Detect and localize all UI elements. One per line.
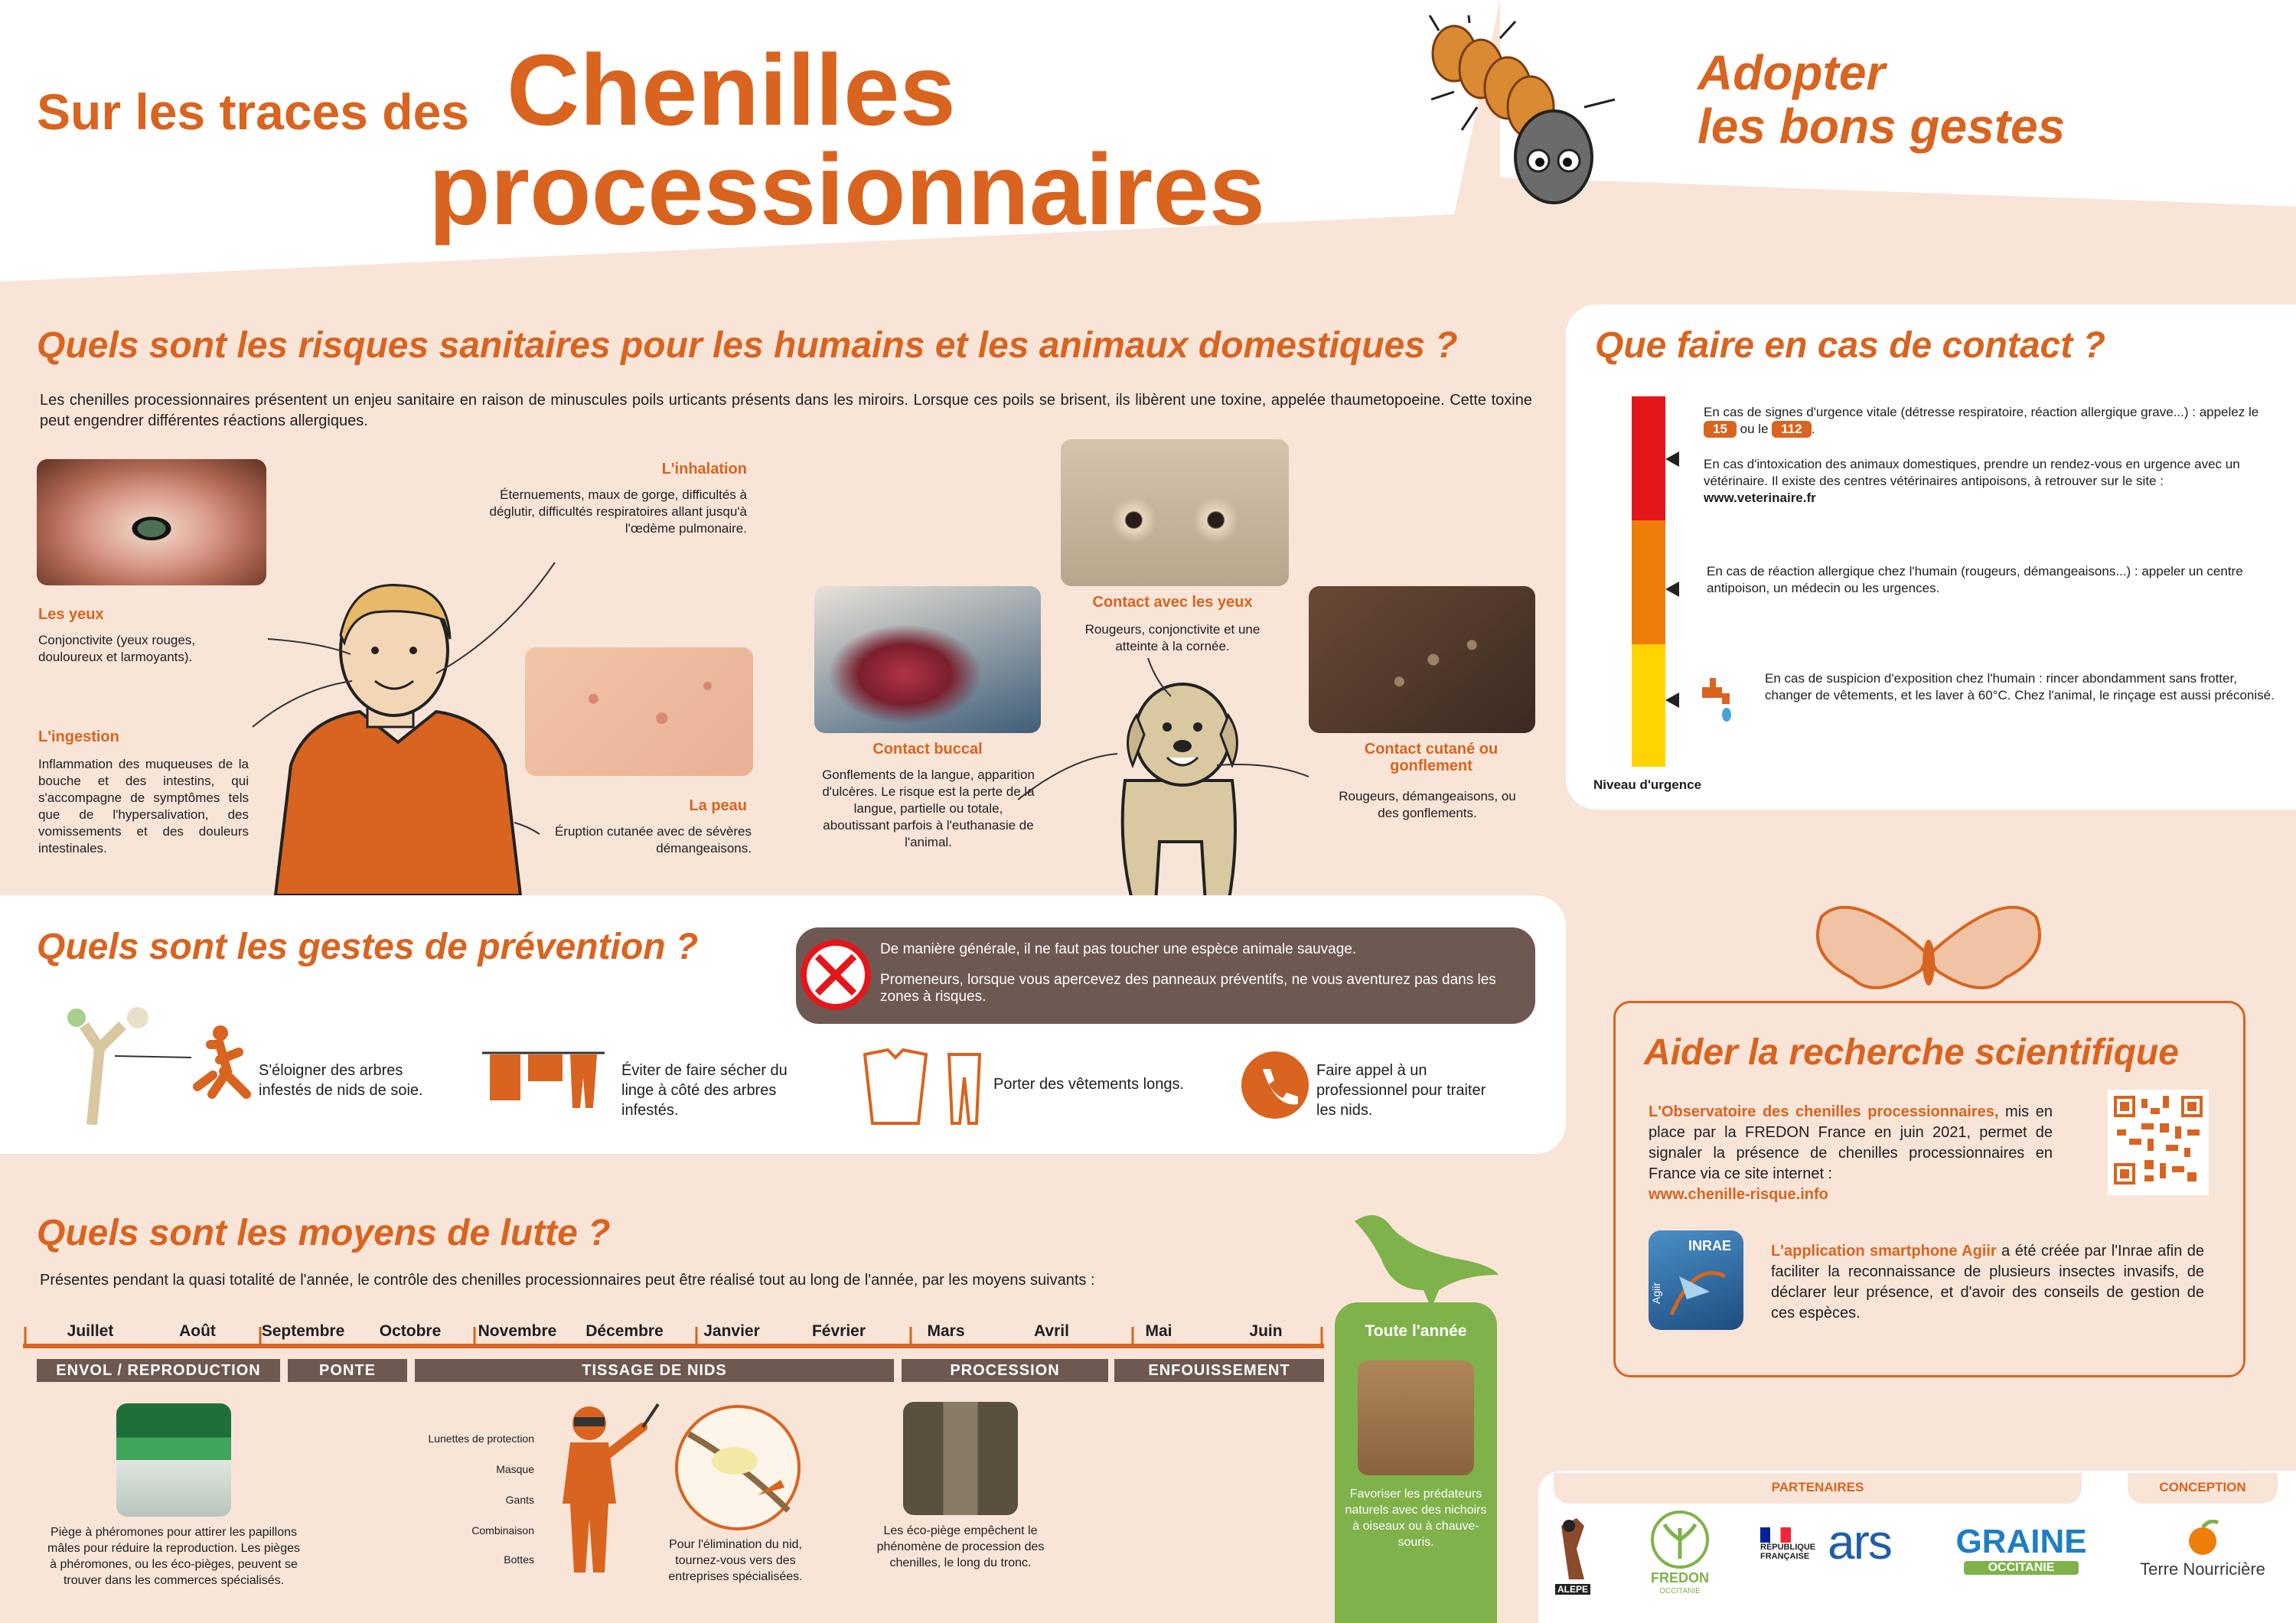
republique-logo xyxy=(1760,1527,1821,1589)
faucet-icon xyxy=(1699,670,1737,724)
subtitle-line-1: Adopter xyxy=(1698,45,1886,100)
ingestion-title: L'ingestion xyxy=(38,728,119,745)
red-text-1: En cas de signes d'urgence vitale (détresse respiratoire, réaction allergique grave...) : appelez le 15 ou le 112 . xyxy=(1704,405,2259,436)
qr-code[interactable] xyxy=(2108,1090,2209,1195)
eye-photo xyxy=(37,459,266,585)
alepe-logo xyxy=(1546,1511,1603,1596)
caterpillar-illustration xyxy=(1424,15,1623,207)
gear-glasses: Lunettes de protection xyxy=(428,1432,534,1445)
nest-text: Pour l'élimination du nid, tournez-vous vers des entreprises spécialisées. xyxy=(668,1538,803,1583)
worker-illustration xyxy=(528,1400,666,1576)
observatory-body: mis en place par la FREDON France en juin 2021, permet de signaler la présence de chenilles processionnaires en France via ce site internet : xyxy=(1649,1103,2053,1182)
month-label: Janvier xyxy=(703,1322,760,1340)
month-label: Mars xyxy=(927,1322,965,1340)
terre-nourriciere-logo xyxy=(2128,1520,2278,1581)
conception-label: CONCEPTION xyxy=(2159,1480,2246,1494)
lutte-heading: Quels sont les moyens de lutte ? xyxy=(37,1213,611,1253)
dog-eyes-title: Contact avec les yeux xyxy=(1092,594,1253,611)
research-heading: Aider la recherche scientifique xyxy=(1644,1032,2179,1073)
agiir-logo-brand: INRAE xyxy=(1688,1238,1732,1253)
dog-eyes-photo xyxy=(1061,439,1289,586)
pheromone-trap-photo xyxy=(116,1403,231,1517)
month-label: Avril xyxy=(1034,1322,1069,1340)
agiir-body: a été créée par l'Inrae afin de faciliter la reconnaissance de plusieurs insectes invasifs, de déclarer leur présence, et d'avoir des conseils de gestion de ces espèces. xyxy=(1771,1243,2204,1322)
month-label: Mai xyxy=(1145,1322,1172,1340)
tip-1-text: S'éloigner des arbres infestés de nids de soie. xyxy=(259,1062,423,1099)
emergency-number-112: 112 xyxy=(1772,421,1811,438)
inhalation-text: Éternuements, maux de gorge, difficultés à déglutir, difficultés respiratoires allant jusqu'à l'œdème pulmonaire. xyxy=(489,487,747,536)
agiir-app-logo[interactable] xyxy=(1649,1230,1743,1330)
month-label: Septembre xyxy=(261,1322,345,1340)
urgency-bar-yellow xyxy=(1632,644,1665,767)
phase-tissage: TISSAGE DE NIDS xyxy=(415,1359,894,1382)
inhalation-title: L'inhalation xyxy=(661,461,747,477)
observatory-site[interactable]: www.chenille-risque.info xyxy=(1649,1186,1828,1203)
all-year-label: Toute l'année xyxy=(1365,1322,1467,1340)
month-label: Novembre xyxy=(478,1322,557,1340)
graine-text: GRAINE xyxy=(1955,1523,2087,1560)
prevention-heading: Quels sont les gestes de prévention ? xyxy=(37,927,699,967)
predator-text: Favoriser les prédateurs naturels avec des nichoirs à oiseaux ou à chauve-souris. xyxy=(1345,1488,1487,1549)
tip-3-text: Porter des vêtements longs. xyxy=(993,1076,1185,1093)
contact-heading: Que faire en cas de contact ? xyxy=(1595,325,2105,366)
phase-procession: PROCESSION xyxy=(902,1359,1108,1382)
phase-ponte: PONTE xyxy=(288,1359,407,1382)
skin-photo xyxy=(525,647,753,776)
alepe-text: ALEPE xyxy=(1555,1584,1590,1595)
agiir-text xyxy=(1771,1241,2204,1324)
title-big-1: Chenilles xyxy=(507,34,956,146)
flag-icon xyxy=(1760,1527,1791,1543)
horse-photo xyxy=(1309,586,1535,733)
title-big-2: processionnaires xyxy=(429,133,1266,246)
risks-intro: Les chenilles processionnaires présentent un enjeu sanitaire en raison de minuscules poils urticants présents dans les miroirs. Lorsque ces poils se brisent, ils libèrent une toxine, appelée thaumetopoeine. Cette toxine peut engendrer différentes réactions allergiques. xyxy=(40,392,1532,429)
dog-illustration xyxy=(1094,673,1270,903)
skin-text: Éruption cutanée avec de sévères démangeaisons. xyxy=(554,824,752,855)
phase-enfouissement: ENFOUISSEMENT xyxy=(1114,1359,1324,1382)
tip-4-text: Faire appel à un professionnel pour traiter les nids. xyxy=(1316,1062,1486,1119)
red-text-1-main: En cas de signes d'urgence vitale (détresse respiratoire, réaction allergique grave...) : appelez le xyxy=(1704,405,2259,419)
rf-text-2: FRANÇAISE xyxy=(1760,1552,1810,1561)
agiir-title: L'application smartphone Agiir xyxy=(1771,1243,1997,1260)
dog-mouth-title: Contact buccal xyxy=(872,741,983,758)
fredon-sub: OCCITANIE xyxy=(1659,1587,1701,1595)
month-label: Août xyxy=(179,1322,216,1340)
warning-text-1: De manière générale, il ne faut pas toucher une espèce animale sauvage. xyxy=(880,941,1357,957)
months-row xyxy=(37,1322,1338,1345)
lutte-intro: Présentes pendant la quasi totalité de l'année, le contrôle des chenilles processionnaires peut être réalisé tout au long de l'année, par les moyens suivants : xyxy=(40,1272,1095,1289)
emergency-number-15: 15 xyxy=(1704,421,1737,438)
dog-skin-title: Contact cutané ou gonflement xyxy=(1364,741,1499,774)
month-label: Décembre xyxy=(585,1322,664,1340)
title-small: Sur les traces des xyxy=(37,83,469,140)
gear-suit: Combinaison xyxy=(471,1524,534,1537)
terre-nourriciere-text: Terre Nourricière xyxy=(2140,1559,2265,1579)
eco-trap-photo xyxy=(903,1402,1018,1515)
tip-2-text: Éviter de faire sécher du linge à côté des arbres infestés. xyxy=(621,1062,788,1119)
yellow-text: En cas de suspicion d'exposition chez l'humain : rincer abondamment sans frotter, changer de vêtements, et les laver à 60°C. Chez l'animal, le rinçage est aussi préconisé. xyxy=(1765,671,2275,702)
graine-logo xyxy=(1949,1523,2094,1576)
skin-title: La peau xyxy=(689,797,747,814)
month-label: Octobre xyxy=(379,1322,442,1340)
nest-box-photo xyxy=(1358,1361,1474,1475)
clothes-icon xyxy=(857,1047,987,1131)
eyes-text: Conjonctivite (yeux rouges, douloureux et larmoyants). xyxy=(38,633,196,664)
risks-heading: Quels sont les risques sanitaires pour les humains et les animaux domestiques ? xyxy=(37,325,1458,366)
urgency-bar-orange xyxy=(1632,520,1665,644)
eco-text: Les éco-piège empêchent le phénomène de procession des chenilles, le long du tronc. xyxy=(876,1524,1045,1569)
warning-text-2: Promeneurs, lorsque vous apercevez des panneaux préventifs, ne vous aventurez pas dans les zones à risques. xyxy=(880,972,1496,1005)
butterfly-illustration xyxy=(1806,886,2051,1016)
orange-text: En cas de réaction allergique chez l'humain (rougeurs, démangeaisons...) : appeler un centre antipoison, un médecin ou les urgences. xyxy=(1707,564,2243,595)
graine-sub: OCCITANIE xyxy=(1964,1561,2079,1575)
red-text-2 xyxy=(1704,456,2270,507)
bird-illustration xyxy=(1347,1206,1500,1309)
phone-icon xyxy=(1240,1050,1310,1120)
month-label: Juin xyxy=(1249,1322,1283,1340)
veterinaire-site[interactable]: www.veterinaire.fr xyxy=(1704,490,1816,505)
gear-mask: Masque xyxy=(496,1463,534,1475)
phase-envol: ENVOL / REPRODUCTION xyxy=(37,1359,280,1382)
dog-mouth-text: Gonflements de la langue, apparition d'ulcères. Le risque est la perte de la langue, partielle ou totale, aboutissant parfois à l'euthanasie de l'animal. xyxy=(822,768,1035,849)
forbidden-icon xyxy=(799,938,872,1012)
ars-logo: ars xyxy=(1828,1514,1891,1569)
urgency-level-label: Niveau d'urgence xyxy=(1593,777,1702,792)
laundry-icon xyxy=(482,1044,605,1128)
gear-boots: Bottes xyxy=(504,1553,534,1566)
subtitle-line-2: les bons gestes xyxy=(1698,99,2066,154)
urgency-arrows xyxy=(1665,429,1688,735)
fredon-text: FREDON xyxy=(1651,1570,1709,1586)
partners-label: PARTENAIRES xyxy=(1771,1480,1864,1494)
dog-eyes-text: Rougeurs, conjonctivite et une atteinte à la cornée. xyxy=(1084,622,1261,653)
observatory-text xyxy=(1649,1102,2053,1205)
red-text-2-main: En cas d'intoxication des animaux domestiques, prendre un rendez-vous en urgence avec un vétérinaire. Il existe des centres vétérinaires antipoisons, à retrouver sur le site : xyxy=(1704,457,2240,488)
human-illustration xyxy=(260,566,536,895)
ingestion-text: Inflammation des muqueuses de la bouche et des intestins, qui s'accompagne de symptômes tels que de l'hypersalivation, des vomissements et des douleurs intestinales. xyxy=(38,757,249,855)
fredon-logo xyxy=(1638,1509,1722,1601)
agiir-logo-side: Agiir xyxy=(1650,1282,1662,1304)
dog-skin-text: Rougeurs, démangeaisons, ou des gonflements. xyxy=(1339,789,1516,820)
trap-text: Piège à phéromones pour attirer les papillons mâles pour réduire la reproduction. Les pièges à phéromones, ou les éco-pièges, peuvent se trouver dans les commerces spécialisés. xyxy=(47,1526,300,1587)
dog-mouth-photo xyxy=(814,586,1041,733)
month-label: Février xyxy=(811,1322,866,1340)
tree-runner-icon xyxy=(23,1002,253,1125)
urgency-bar-red xyxy=(1632,396,1665,520)
eyes-title: Les yeux xyxy=(38,606,104,623)
gear-gloves: Gants xyxy=(505,1494,534,1506)
or-text: ou le xyxy=(1740,422,1769,436)
nest-cut-illustration xyxy=(673,1403,802,1532)
rf-text-1: RÉPUBLIQUE xyxy=(1760,1543,1816,1552)
observatory-title: L'Observatoire des chenilles processionnaires, xyxy=(1649,1103,1999,1120)
month-label: Juillet xyxy=(67,1322,114,1340)
